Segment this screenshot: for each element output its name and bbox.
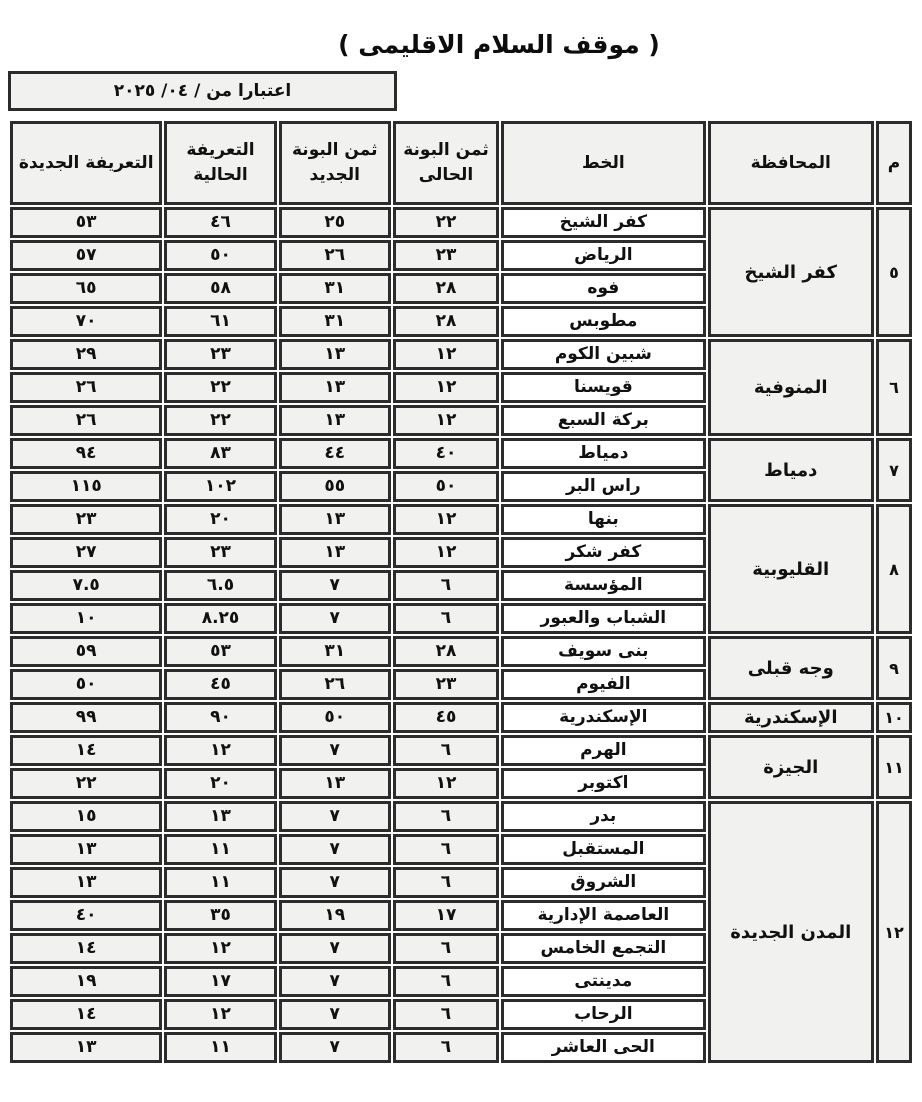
price-current-cell: ١٢ [393, 372, 499, 403]
tariff-new-cell: ٥٩ [10, 636, 162, 667]
price-current-cell: ٢٣ [393, 240, 499, 271]
effective-date-box [8, 71, 397, 111]
governorate-number-cell: ١٢ [876, 801, 912, 1063]
price-new-cell: ٥٠ [279, 702, 391, 733]
tariff-current-cell: ٢٢ [164, 405, 276, 436]
price-new-cell: ٣١ [279, 636, 391, 667]
tariff-new-cell: ١٤ [10, 999, 162, 1030]
tariff-current-cell: ٢٣ [164, 537, 276, 568]
tariff-table [8, 119, 914, 1065]
price-current-cell: ٦ [393, 966, 499, 997]
tariff-current-cell: ٢٠ [164, 504, 276, 535]
tariff-new-cell: ٥٣ [10, 207, 162, 238]
price-new-cell: ٢٦ [279, 669, 391, 700]
price-new-cell: ٢٦ [279, 240, 391, 271]
price-current-cell: ٢٨ [393, 273, 499, 304]
line-name-cell: راس البر [501, 471, 705, 502]
governorate-cell: الإسكندرية [708, 702, 874, 733]
tariff-new-cell: ٢٧ [10, 537, 162, 568]
header-tariff-new: التعريفة الجديدة [10, 121, 162, 205]
price-new-cell: ١٩ [279, 900, 391, 931]
line-name-cell: الإسكندرية [501, 702, 705, 733]
table-row [10, 504, 912, 535]
price-current-cell: ٦ [393, 867, 499, 898]
tariff-current-cell: ٢٠ [164, 768, 276, 799]
price-new-cell: ٣١ [279, 273, 391, 304]
price-current-cell: ١٢ [393, 504, 499, 535]
tariff-current-cell: ١٧ [164, 966, 276, 997]
effective-date-text: اعتبارا من / ٠٤/ ٢٠٢٥ [113, 81, 292, 101]
line-name-cell: بدر [501, 801, 705, 832]
tariff-current-cell: ١٢ [164, 999, 276, 1030]
tariff-current-cell: ١١ [164, 1032, 276, 1063]
tariff-current-cell: ٩٠ [164, 702, 276, 733]
governorate-cell: دمياط [708, 438, 874, 502]
page-title: ( موقف السلام الاقليمى ) [338, 30, 660, 59]
governorate-number-cell: ٥ [876, 207, 912, 337]
line-name-cell: قويسنا [501, 372, 705, 403]
table-row [10, 339, 912, 370]
header-price-new: ثمن البونة الجديد [279, 121, 391, 205]
price-current-cell: ٦ [393, 603, 499, 634]
table-row [10, 735, 912, 766]
line-name-cell: كفر الشيخ [501, 207, 705, 238]
header-num: م [876, 121, 912, 205]
tariff-new-cell: ٢٦ [10, 372, 162, 403]
tariff-table-header [10, 121, 912, 205]
tariff-current-cell: ٢٢ [164, 372, 276, 403]
line-name-cell: الهرم [501, 735, 705, 766]
price-new-cell: ٧ [279, 735, 391, 766]
price-current-cell: ٤٥ [393, 702, 499, 733]
header-tariff-current: التعريفة الحالية [164, 121, 276, 205]
tariff-current-cell: ٨٣ [164, 438, 276, 469]
price-new-cell: ١٣ [279, 537, 391, 568]
governorate-cell: الجيزة [708, 735, 874, 799]
governorate-cell: وجه قبلى [708, 636, 874, 700]
line-name-cell: فوه [501, 273, 705, 304]
price-new-cell: ٧ [279, 570, 391, 601]
line-name-cell: بنى سويف [501, 636, 705, 667]
price-current-cell: ٥٠ [393, 471, 499, 502]
price-new-cell: ٧ [279, 867, 391, 898]
price-new-cell: ٧ [279, 603, 391, 634]
tariff-new-cell: ٢٢ [10, 768, 162, 799]
table-row [10, 702, 912, 733]
tariff-current-cell: ٤٦ [164, 207, 276, 238]
price-new-cell: ٧ [279, 801, 391, 832]
tariff-new-cell: ١٣ [10, 834, 162, 865]
line-name-cell: شبين الكوم [501, 339, 705, 370]
price-new-cell: ١٣ [279, 768, 391, 799]
tariff-current-cell: ٤٥ [164, 669, 276, 700]
price-new-cell: ١٣ [279, 372, 391, 403]
price-new-cell: ١٣ [279, 339, 391, 370]
tariff-new-cell: ٦٥ [10, 273, 162, 304]
line-name-cell: المستقبل [501, 834, 705, 865]
governorate-cell: المنوفية [708, 339, 874, 436]
line-name-cell: العاصمة الإدارية [501, 900, 705, 931]
table-row [10, 801, 912, 832]
price-current-cell: ٦ [393, 735, 499, 766]
price-new-cell: ٧ [279, 933, 391, 964]
governorate-cell: المدن الجديدة [708, 801, 874, 1063]
price-new-cell: ٧ [279, 834, 391, 865]
tariff-current-cell: ١١ [164, 867, 276, 898]
tariff-new-cell: ١٠ [10, 603, 162, 634]
governorate-number-cell: ٦ [876, 339, 912, 436]
price-new-cell: ١٣ [279, 405, 391, 436]
price-current-cell: ٢٨ [393, 306, 499, 337]
tariff-new-cell: ١٤ [10, 735, 162, 766]
price-current-cell: ١٢ [393, 405, 499, 436]
header-price-current: ثمن البونة الحالى [393, 121, 499, 205]
tariff-new-cell: ٢٦ [10, 405, 162, 436]
line-name-cell: اكتوبر [501, 768, 705, 799]
governorate-cell: القليوبية [708, 504, 874, 634]
tariff-current-cell: ١٢ [164, 933, 276, 964]
price-current-cell: ٢٣ [393, 669, 499, 700]
tariff-new-cell: ٧.٥ [10, 570, 162, 601]
tariff-new-cell: ٩٤ [10, 438, 162, 469]
tariff-new-cell: ٥٧ [10, 240, 162, 271]
line-name-cell: دمياط [501, 438, 705, 469]
header-row [10, 121, 912, 205]
tariff-new-cell: ٩٩ [10, 702, 162, 733]
price-current-cell: ٦ [393, 801, 499, 832]
tariff-current-cell: ٨.٢٥ [164, 603, 276, 634]
tariff-current-cell: ١١ [164, 834, 276, 865]
governorate-number-cell: ٩ [876, 636, 912, 700]
price-current-cell: ٢٨ [393, 636, 499, 667]
tariff-table-body [10, 207, 912, 1063]
line-name-cell: بركة السبع [501, 405, 705, 436]
tariff-new-cell: ١٩ [10, 966, 162, 997]
price-new-cell: ١٣ [279, 504, 391, 535]
tariff-new-cell: ٤٠ [10, 900, 162, 931]
tariff-new-cell: ٥٠ [10, 669, 162, 700]
header-line: الخط [501, 121, 705, 205]
price-current-cell: ٦ [393, 1032, 499, 1063]
table-row [10, 207, 912, 238]
price-new-cell: ٧ [279, 1032, 391, 1063]
tariff-current-cell: ٣٥ [164, 900, 276, 931]
line-name-cell: مدينتى [501, 966, 705, 997]
header-governorate: المحافظة [708, 121, 874, 205]
governorate-number-cell: ٧ [876, 438, 912, 502]
line-name-cell: كفر شكر [501, 537, 705, 568]
tariff-new-cell: ١٣ [10, 1032, 162, 1063]
tariff-current-cell: ٦.٥ [164, 570, 276, 601]
price-current-cell: ٤٠ [393, 438, 499, 469]
tariff-current-cell: ٥٠ [164, 240, 276, 271]
line-name-cell: التجمع الخامس [501, 933, 705, 964]
price-new-cell: ٧ [279, 966, 391, 997]
line-name-cell: المؤسسة [501, 570, 705, 601]
line-name-cell: مطوبس [501, 306, 705, 337]
tariff-new-cell: ١٤ [10, 933, 162, 964]
price-current-cell: ١٢ [393, 768, 499, 799]
tariff-new-cell: ١٥ [10, 801, 162, 832]
tariff-new-cell: ٢٩ [10, 339, 162, 370]
line-name-cell: الحى العاشر [501, 1032, 705, 1063]
tariff-new-cell: ٢٣ [10, 504, 162, 535]
tariff-current-cell: ٥٨ [164, 273, 276, 304]
line-name-cell: الرياض [501, 240, 705, 271]
price-current-cell: ١٧ [393, 900, 499, 931]
line-name-cell: الرحاب [501, 999, 705, 1030]
governorate-number-cell: ٨ [876, 504, 912, 634]
line-name-cell: الشباب والعبور [501, 603, 705, 634]
tariff-current-cell: ٥٣ [164, 636, 276, 667]
governorate-number-cell: ١١ [876, 735, 912, 799]
price-current-cell: ٦ [393, 834, 499, 865]
line-name-cell: بنها [501, 504, 705, 535]
price-current-cell: ٦ [393, 570, 499, 601]
tariff-current-cell: ٢٣ [164, 339, 276, 370]
tariff-new-cell: ١١٥ [10, 471, 162, 502]
table-row [10, 438, 912, 469]
price-new-cell: ٤٤ [279, 438, 391, 469]
governorate-number-cell: ١٠ [876, 702, 912, 733]
line-name-cell: الشروق [501, 867, 705, 898]
tariff-current-cell: ١٣ [164, 801, 276, 832]
governorate-cell: كفر الشيخ [708, 207, 874, 337]
price-new-cell: ٧ [279, 999, 391, 1030]
tariff-current-cell: ٦١ [164, 306, 276, 337]
tariff-new-cell: ١٣ [10, 867, 162, 898]
tariff-current-cell: ١٠٢ [164, 471, 276, 502]
price-new-cell: ٣١ [279, 306, 391, 337]
price-current-cell: ١٢ [393, 339, 499, 370]
line-name-cell: الفيوم [501, 669, 705, 700]
price-new-cell: ٢٥ [279, 207, 391, 238]
price-new-cell: ٥٥ [279, 471, 391, 502]
price-current-cell: ١٢ [393, 537, 499, 568]
table-row [10, 636, 912, 667]
tariff-new-cell: ٧٠ [10, 306, 162, 337]
price-current-cell: ٦ [393, 999, 499, 1030]
price-current-cell: ٢٢ [393, 207, 499, 238]
tariff-current-cell: ١٢ [164, 735, 276, 766]
price-current-cell: ٦ [393, 933, 499, 964]
